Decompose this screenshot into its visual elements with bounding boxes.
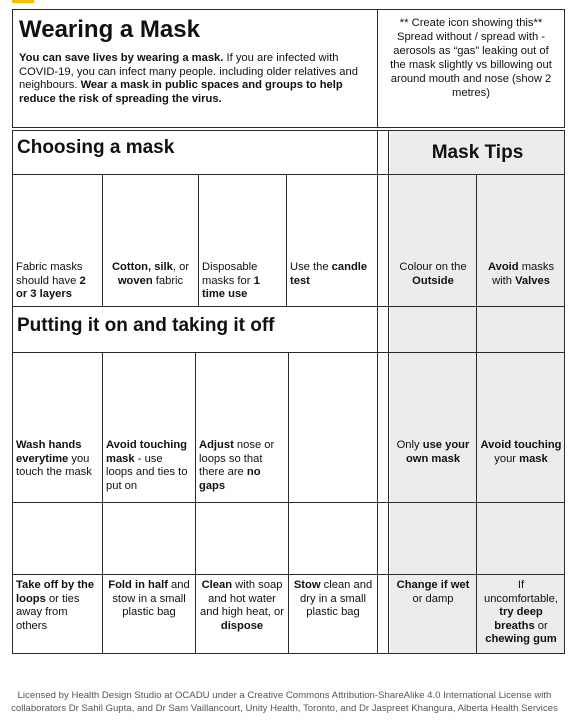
tip-cell-candle-test: Use the candle test [290,261,368,287]
accent-bar [12,0,34,3]
grid-line [377,130,378,654]
tip-cell-adjust: Adjust nose or loops so that there are no gaps [199,439,275,492]
grid-line [12,306,565,307]
tip-cell-colour-outside: Colour on the Outside [399,261,467,287]
tip-cell-change-if-wet: Change if wet or damp [396,579,470,605]
tip-cell-wash-hands: Wash hands everytime you touch the mask [16,439,92,479]
tip-cell-clean: Clean with soap and hot water and high heat, or dispose [200,579,284,632]
tip-cell-avoid-valves: Avoid masks with Valves [487,261,555,287]
header-box [12,9,378,128]
tip-cell-uncomfortable: If uncomfortable, try deep breaths or chewing gum [483,579,558,646]
page-title: Wearing a Mask [19,16,200,43]
tip-cell-fabric-type: Cotton, silk, or woven fabric [111,261,190,287]
section-title-putting: Putting it on and taking it off [17,315,275,336]
intro-text: You can save lives by wearing a mask. If you are infected with COVID-19, you can infect many people. including older relatives and neighbours. Wear a mask in public spaces and groups to help reduce the risk of spreading the virus. [19,52,358,105]
tip-cell-own-mask: Only use your own mask [396,439,470,465]
mask-guide-grid [12,130,565,654]
design-note-box [377,9,565,128]
section-title-tips: Mask Tips [431,142,524,163]
tip-cell-stow: Stow clean and dry in a small plastic bag [293,579,373,619]
design-note: ** Create icon showing this** Spread without / spread with - aerosols as “gas” leaking out of the mask slightly vs billowing out around mouth and nose (show 2 metres) [390,17,552,99]
tip-cell-fabric-layers: Fabric masks should have 2 or 3 layers [16,261,86,301]
license-footer: Licensed by Health Design Studio at OCADU under a Creative Commons Attribution-ShareAlike 4.0 International License with collaborators Dr Sahil Gupta, and Dr Sam Vaillancourt, Unity Health, Toronto, and Dr Jaspreet Khangura, Alberta Health Services [11,690,558,714]
grid-line [12,174,565,175]
tip-cell-take-off: Take off by the loops or ties away from others [16,579,95,632]
tip-cell-avoid-touching: Avoid touching mask - use loops and ties to put on [106,439,188,492]
tip-cell-disposable: Disposable masks for 1 time use [202,261,260,301]
tip-cell-fold: Fold in half and stow in a small plastic bag [108,579,190,619]
tip-cell-avoid-touching-mask: Avoid touching your mask [480,439,562,465]
section-title-choosing: Choosing a mask [17,137,175,158]
